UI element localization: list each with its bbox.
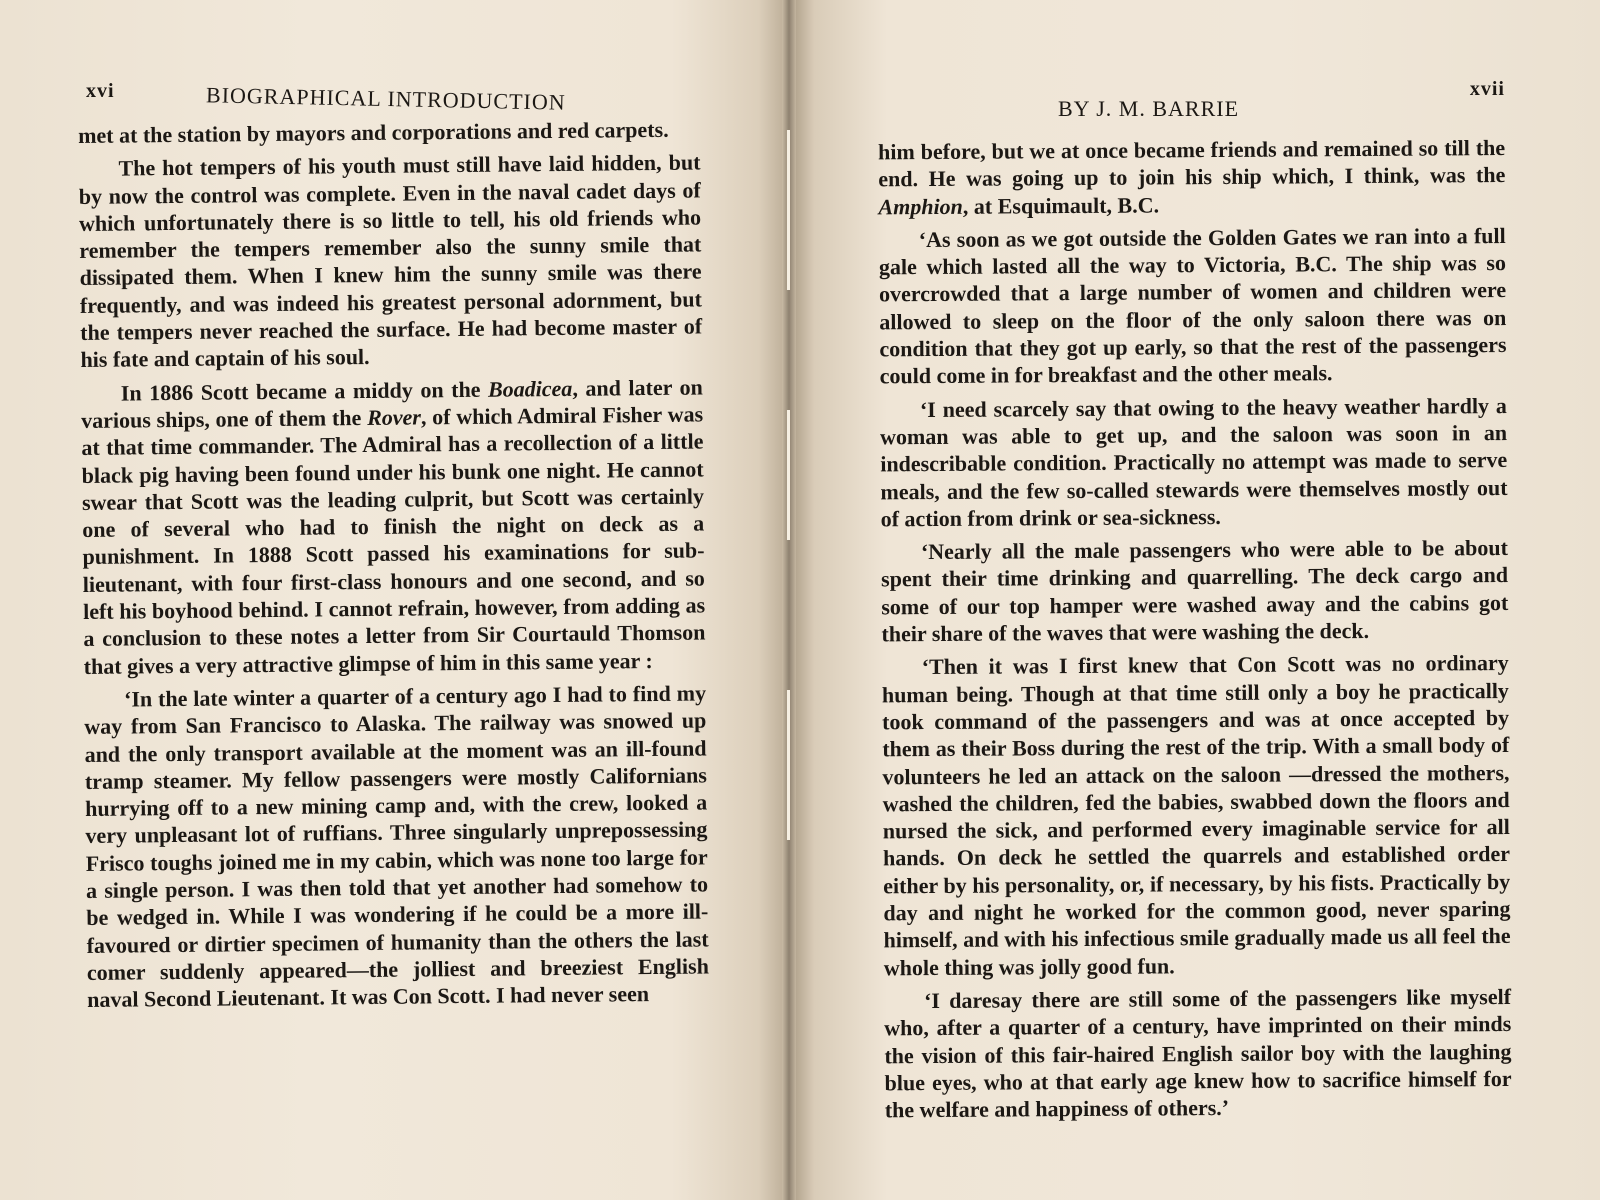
ship-name: Amphion <box>878 193 963 219</box>
text-run: , at Esquimault, B.C. <box>962 192 1160 219</box>
paragraph: The hot tempers of his youth must still have laid hidden, but by now the control was complete. Even in the naval cadet days of which unfortunately there is so little to tell, his old friends who remember the tempers remember also the sunny smile that dissipated them. When I knew him the sunny smile was there frequently, and was indeed his greatest personal adornment, but the tempers never reached the surface. He had become master of his fate and captain of his soul. <box>78 149 703 373</box>
left-page <box>0 0 790 1200</box>
text-run: , and later on various ships, one of them the <box>80 374 703 433</box>
text-run: , of which Admiral Fisher was at that time commander. The Admiral has a recollection of a little black pig having been found under his bunk one night. He cannot swear that Scott was the leading culprit, but Scott was certainly one of several who had to finish the night on deck as a punishment. In 1888 Scott passed his examinations for sub-lieutenant, with four first-class honours and one second, and so left his boyhood behind. I cannot refrain, however, from adding as a conclusion to these notes a letter from Sir Courtauld Thomson that gives a very attractive glimpse of him in this same year : <box>81 401 706 679</box>
left-page-number: xvi <box>86 80 115 102</box>
ship-name: Boadicea <box>487 375 573 402</box>
paragraph: ‘Then it was I first knew that Con Scott was no ordinary human being. Though at that time still only a boy he practically took command of the passengers and was at once accepted by them as their Boss during the rest of the trip. With a small body of volunteers he led an attack on the saloon —dressed the mothers, washed the children, fed the babies, swabbed down the floors and nursed the sick, and performed every imaginable service for all hands. On deck he settled the quarrels and established order either by his personality, or, if necessary, by his fists. Practically by day and night he worked for the common good, never sparing himself, and with his infectious smile gradually made us all feel the whole thing was jolly good fun. <box>881 650 1511 980</box>
right-page <box>790 0 1600 1200</box>
paragraph: ‘As soon as we got outside the Golden Gates we ran into a full gale which lasted all the way to Victoria, B.C. The ship was so overcrowded that a large number of women and children were allowed to sleep on the floor of the only saloon there was on condition that they got up early, so that the rest of the passengers could come in for breakfast and the other meals. <box>878 222 1507 389</box>
paragraph <box>81 373 706 680</box>
text-run: him before, but we at once became friends and remained so till the end. He was going up to join his ship which, I think, was the <box>878 134 1506 192</box>
ship-name: Rover <box>366 404 422 430</box>
paragraph: ‘I need scarcely say that owing to the heavy weather hardly a woman was able to get up, and the saloon was soon in an indescribable condition. Practically no attempt was made to serve meals, and the few so-called stewards were themselves mostly out of action from drink or sea-sickness. <box>880 392 1508 532</box>
paragraph <box>878 134 1506 220</box>
binding-thread <box>786 410 790 540</box>
paragraph: ‘In the late winter a quarter of a century ago I had to find my way from San Francisco to Alaska. The railway was snowed up and the only transport available at the moment was an ill-found tramp steamer. My fellow passengers were mostly Californians hurrying off to a new mining camp and, with the crew, looked a very unpleasant lot of ruffians. Three singularly unprepossessing Frisco toughs joined me in my cabin, which was none too large for a single person. I was then told that yet another had somehow to be wedged in. While I was wondering if he could be a more ill-favoured or dirtier specimen of humanity than the others the last comer suddenly appeared—the jolliest and breeziest English naval Second Lieutenant. It was Con Scott. I had never seen <box>84 680 710 1013</box>
left-header-title: BIOGRAPHICAL INTRODUCTION <box>205 82 566 115</box>
paragraph: met at the station by mayors and corporations and red carpets. <box>78 116 669 148</box>
right-body-text <box>878 134 1512 1124</box>
binding-thread <box>786 690 790 840</box>
left-running-head <box>78 78 700 122</box>
left-body-text <box>78 115 709 1013</box>
right-page-number: xvii <box>1469 78 1505 100</box>
text-run: In 1886 Scott became a middy on the <box>120 376 489 406</box>
binding-thread <box>786 130 790 290</box>
right-header-title: BY J. M. BARRIE <box>1058 96 1240 121</box>
paragraph: ‘Nearly all the male passengers who were able to be about spent their time drinking and quarrelling. The deck cargo and some of our top hamper were washed away and the cabins got their share of the waves that were washing the deck. <box>881 535 1509 647</box>
right-running-head <box>878 78 1505 122</box>
paragraph: ‘I daresay there are still some of the passengers like myself who, after a quarter of a century, have imprinted on their minds the vision of this fair-haired English sailor boy with the laughing blue eyes, who at that early age knew how to sacrifice himself for the welfare and happiness of others.’ <box>884 983 1512 1123</box>
